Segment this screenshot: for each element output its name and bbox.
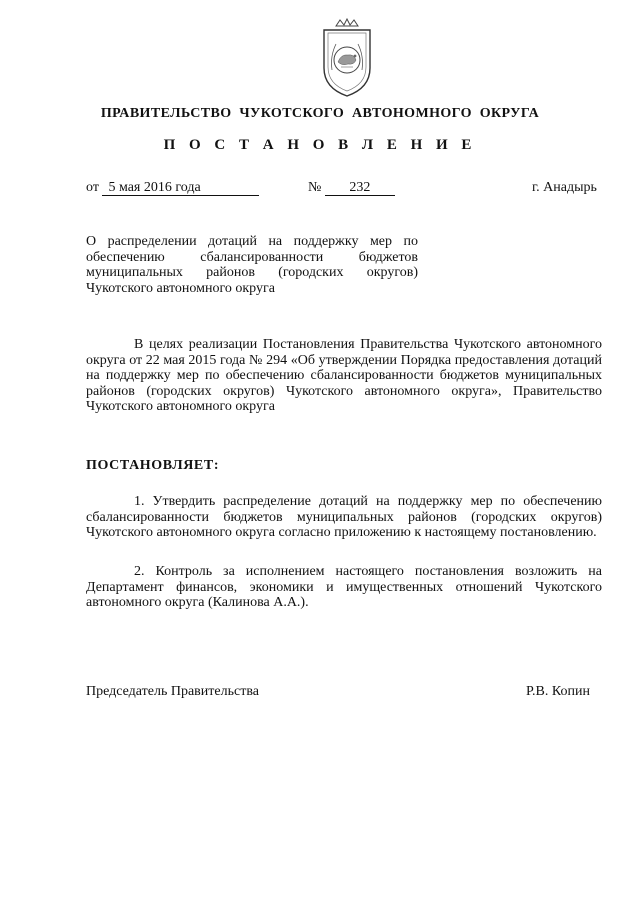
document-type: П О С Т А Н О В Л Е Н И Е — [163, 137, 477, 153]
number-value: 232 — [325, 181, 395, 196]
coat-of-arms-icon — [316, 18, 378, 98]
date-value: 5 мая 2016 года — [102, 181, 259, 196]
document-subject: О распределении дотаций на поддержку мер по обеспечению сбалансированности бюджетов муниципальных районов (городских округов) Чукотского автономного округа — [86, 234, 418, 296]
date-label: от — [86, 180, 99, 195]
decree-item-1: 1. Утвердить распределение дотаций на поддержку мер по обеспечению сбалансированности бюджетов муниципальных районов (городских округов) Чукотского автономного округа согласно приложению к настоящему постановлению. — [86, 494, 602, 540]
decree-item-2: 2. Контроль за исполнением настоящего постановления возложить на Департамент финансов, экономики и имущественных отношений Чукотского автономного округа (Калинова А.А.). — [86, 564, 602, 610]
decree-heading: ПОСТАНОВЛЯЕТ: — [86, 458, 220, 473]
document-city: г. Анадырь — [532, 180, 597, 195]
document-date — [86, 180, 259, 196]
preamble-paragraph: В целях реализации Постановления Правительства Чукотского автономного округа от 22 мая 2015 года № 294 «Об утверждении Порядка предоставления дотаций на поддержку мер по обеспечению сбалансированности бюджетов муниципальных районов (городских округов) Чукотского автономного округа», Правительство Чукотского автономного округа — [86, 337, 602, 414]
document-number — [308, 180, 395, 196]
signature-name: Р.В. Копин — [526, 684, 590, 699]
government-title: ПРАВИТЕЛЬСТВО ЧУКОТСКОГО АВТОНОМНОГО ОКРУГА — [100, 106, 540, 121]
number-label: № — [308, 180, 322, 195]
signature-position: Председатель Правительства — [86, 684, 259, 699]
